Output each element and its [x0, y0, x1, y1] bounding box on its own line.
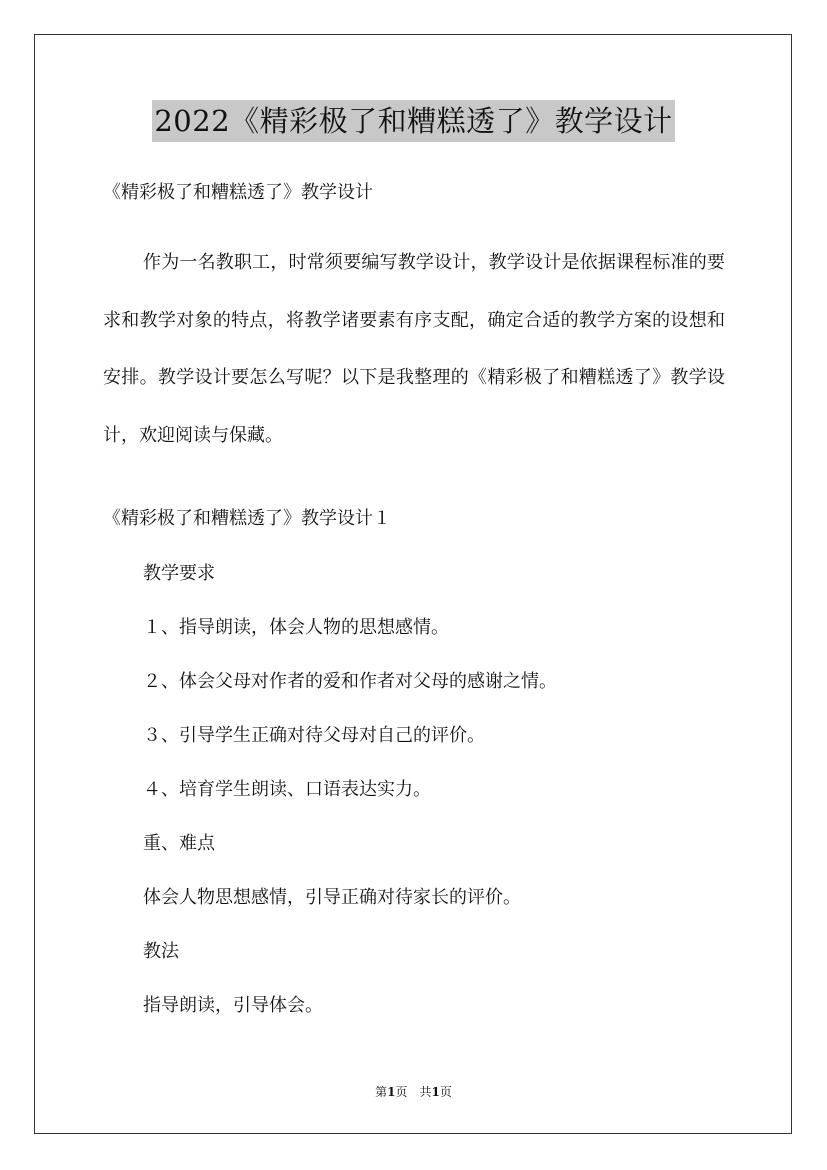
page-suffix: 页	[439, 1085, 452, 1099]
intro-paragraph: 作为一名教职工，时常须要编写教学设计，教学设计是依据课程标准的要求和教学对象的特点，将教学诸要素有序支配，确定合适的教学方案的设想和安排。教学设计要怎么写呢？以下是我整理的《精彩极了和糟糕透了》教学设计，欢迎阅读与保藏。	[103, 252, 725, 446]
key-points-heading: 重、难点	[143, 833, 215, 854]
method-text: 指导朗读，引导体会。	[143, 995, 323, 1016]
page-mid: 页 共	[395, 1085, 432, 1099]
requirements-heading: 教学要求	[143, 563, 215, 584]
requirement-item: ３、引导学生正确对待父母对自己的评价。	[143, 725, 485, 746]
page-prefix: 第	[375, 1085, 388, 1099]
key-points-text: 体会人物思想感情，引导正确对待家长的评价。	[143, 887, 521, 908]
subtitle: 《精彩极了和糟糕透了》教学设计	[103, 182, 373, 203]
page-number: 1	[387, 1085, 396, 1099]
requirement-item: １、指导朗读，体会人物的思想感情。	[143, 617, 449, 638]
page-total: 1	[431, 1085, 440, 1099]
document-title: 2022《精彩极了和糟糕透了》教学设计	[152, 100, 674, 142]
section-heading: 《精彩极了和糟糕透了》教学设计１	[103, 508, 391, 529]
title-container	[0, 100, 827, 142]
requirement-item: ４、培育学生朗读、口语表达实力。	[143, 779, 431, 800]
method-heading: 教法	[143, 941, 179, 962]
page-footer	[0, 1084, 827, 1100]
requirement-item: ２、体会父母对作者的爱和作者对父母的感谢之情。	[143, 671, 557, 692]
